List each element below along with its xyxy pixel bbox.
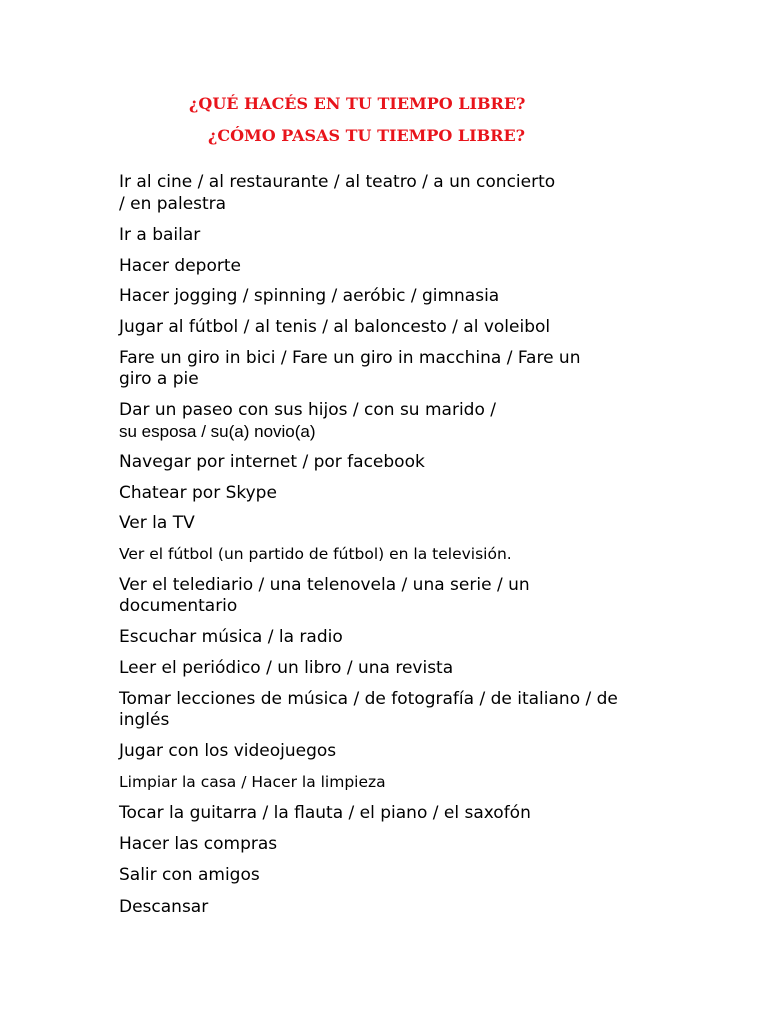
activity-line: Jugar al fútbol / al tenis / al baloncesto / al voleibol	[119, 317, 551, 337]
activity-line: Ir a bailar	[119, 225, 201, 245]
activity-line: giro a pie	[119, 369, 199, 389]
title-que-haces: ¿QUÉ HACÉS EN TU TIEMPO LIBRE?	[189, 94, 526, 113]
activity-line: Chatear por Skype	[119, 483, 277, 503]
title-como-pasas: ¿CÓMO PASAS TU TIEMPO LIBRE?	[208, 126, 526, 145]
activity-line: Tocar la guitarra / la flauta / el piano / el saxofón	[119, 803, 531, 823]
activity-line: Hacer las compras	[119, 834, 278, 854]
activity-line: Jugar con los videojuegos	[119, 741, 337, 761]
activity-line: Ver la TV	[119, 513, 195, 533]
activity-line: Escuchar música / la radio	[119, 627, 343, 647]
activity-line: Hacer deporte	[119, 256, 241, 276]
activity-line: Ver el telediario / una telenovela / una serie / un	[119, 575, 530, 595]
activity-line: documentario	[119, 596, 238, 616]
activity-line: inglés	[119, 710, 170, 730]
activity-line: / en palestra	[119, 194, 227, 214]
activity-line: Leer el periódico / un libro / una revista	[119, 658, 454, 678]
activity-line: Hacer jogging / spinning / aeróbic / gimnasia	[119, 286, 500, 306]
activity-line: Ver el fútbol (un partido de fútbol) en la televisión.	[119, 545, 512, 563]
activity-line: Limpiar la casa / Hacer la limpieza	[119, 773, 386, 791]
activity-line: Ir al cine / al restaurante / al teatro / a un concierto	[119, 172, 556, 192]
activity-line: Fare un giro in bici / Fare un giro in macchina / Fare un	[119, 348, 581, 368]
activity-line: Descansar	[119, 897, 209, 917]
activity-line: su esposa / su(a) novio(a)	[119, 422, 316, 441]
activity-line: Navegar por internet / por facebook	[119, 452, 425, 472]
activity-line: Dar un paseo con sus hijos / con su marido /	[119, 400, 496, 420]
activity-line: Tomar lecciones de música / de fotografía / de italiano / de	[119, 689, 618, 709]
activity-line: Salir con amigos	[119, 865, 260, 885]
